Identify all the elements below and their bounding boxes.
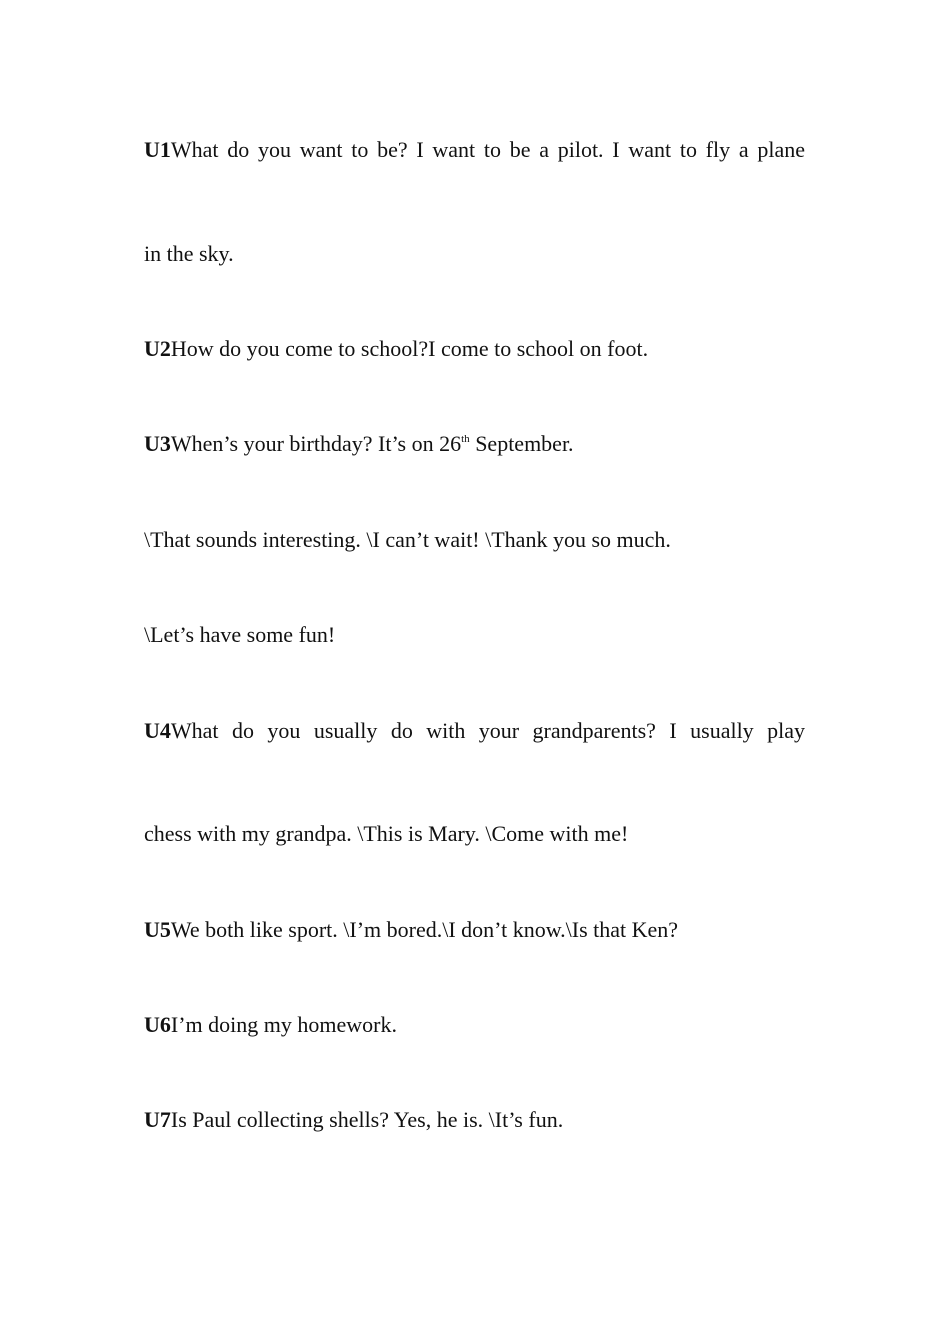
ordinal-suffix: th: [461, 433, 470, 445]
sentence-text: What do you want to be? I want to be a pilot. I want to fly a plane: [170, 137, 805, 162]
u2-line: [144, 336, 648, 362]
u6-line: [144, 1012, 397, 1038]
unit-label: U6: [144, 1012, 171, 1037]
unit-label: U4: [144, 718, 171, 743]
sentence-text: What do you usually do with your grandparents? I usually play: [170, 718, 805, 743]
unit-label: U1: [144, 137, 171, 162]
sentence-text: \That sounds interesting. \I can’t wait! \Thank you so much.: [144, 527, 671, 552]
sentence-text: September.: [469, 431, 574, 456]
u1-continuation-line: [144, 241, 234, 267]
sentence-text: \Let’s have some fun!: [144, 622, 336, 647]
u3-phrases-line: [144, 527, 671, 553]
sentence-text: We both like sport. \I’m bored.\I don’t know.\Is that Ken?: [170, 917, 679, 942]
u7-line: [144, 1107, 563, 1133]
unit-label: U3: [144, 431, 171, 456]
unit-label: U2: [144, 336, 171, 361]
sentence-text: Is Paul collecting shells? Yes, he is. \It’s fun.: [170, 1107, 564, 1132]
u4-line: [144, 718, 805, 744]
u5-line: [144, 917, 678, 943]
u4-continuation-line: [144, 821, 628, 847]
unit-label: U7: [144, 1107, 171, 1132]
sentence-text: chess with my grandpa. \This is Mary. \Come with me!: [144, 821, 629, 846]
u1-line: [144, 137, 805, 163]
unit-label: U5: [144, 917, 171, 942]
sentence-text: I’m doing my homework.: [170, 1012, 397, 1037]
sentence-text: When’s your birthday? It’s on 26: [170, 431, 462, 456]
u3-phrases-line-2: [144, 622, 335, 648]
sentence-text: in the sky.: [144, 241, 234, 266]
u3-line: [144, 431, 574, 457]
sentence-text: How do you come to school?I come to school on foot.: [170, 336, 649, 361]
